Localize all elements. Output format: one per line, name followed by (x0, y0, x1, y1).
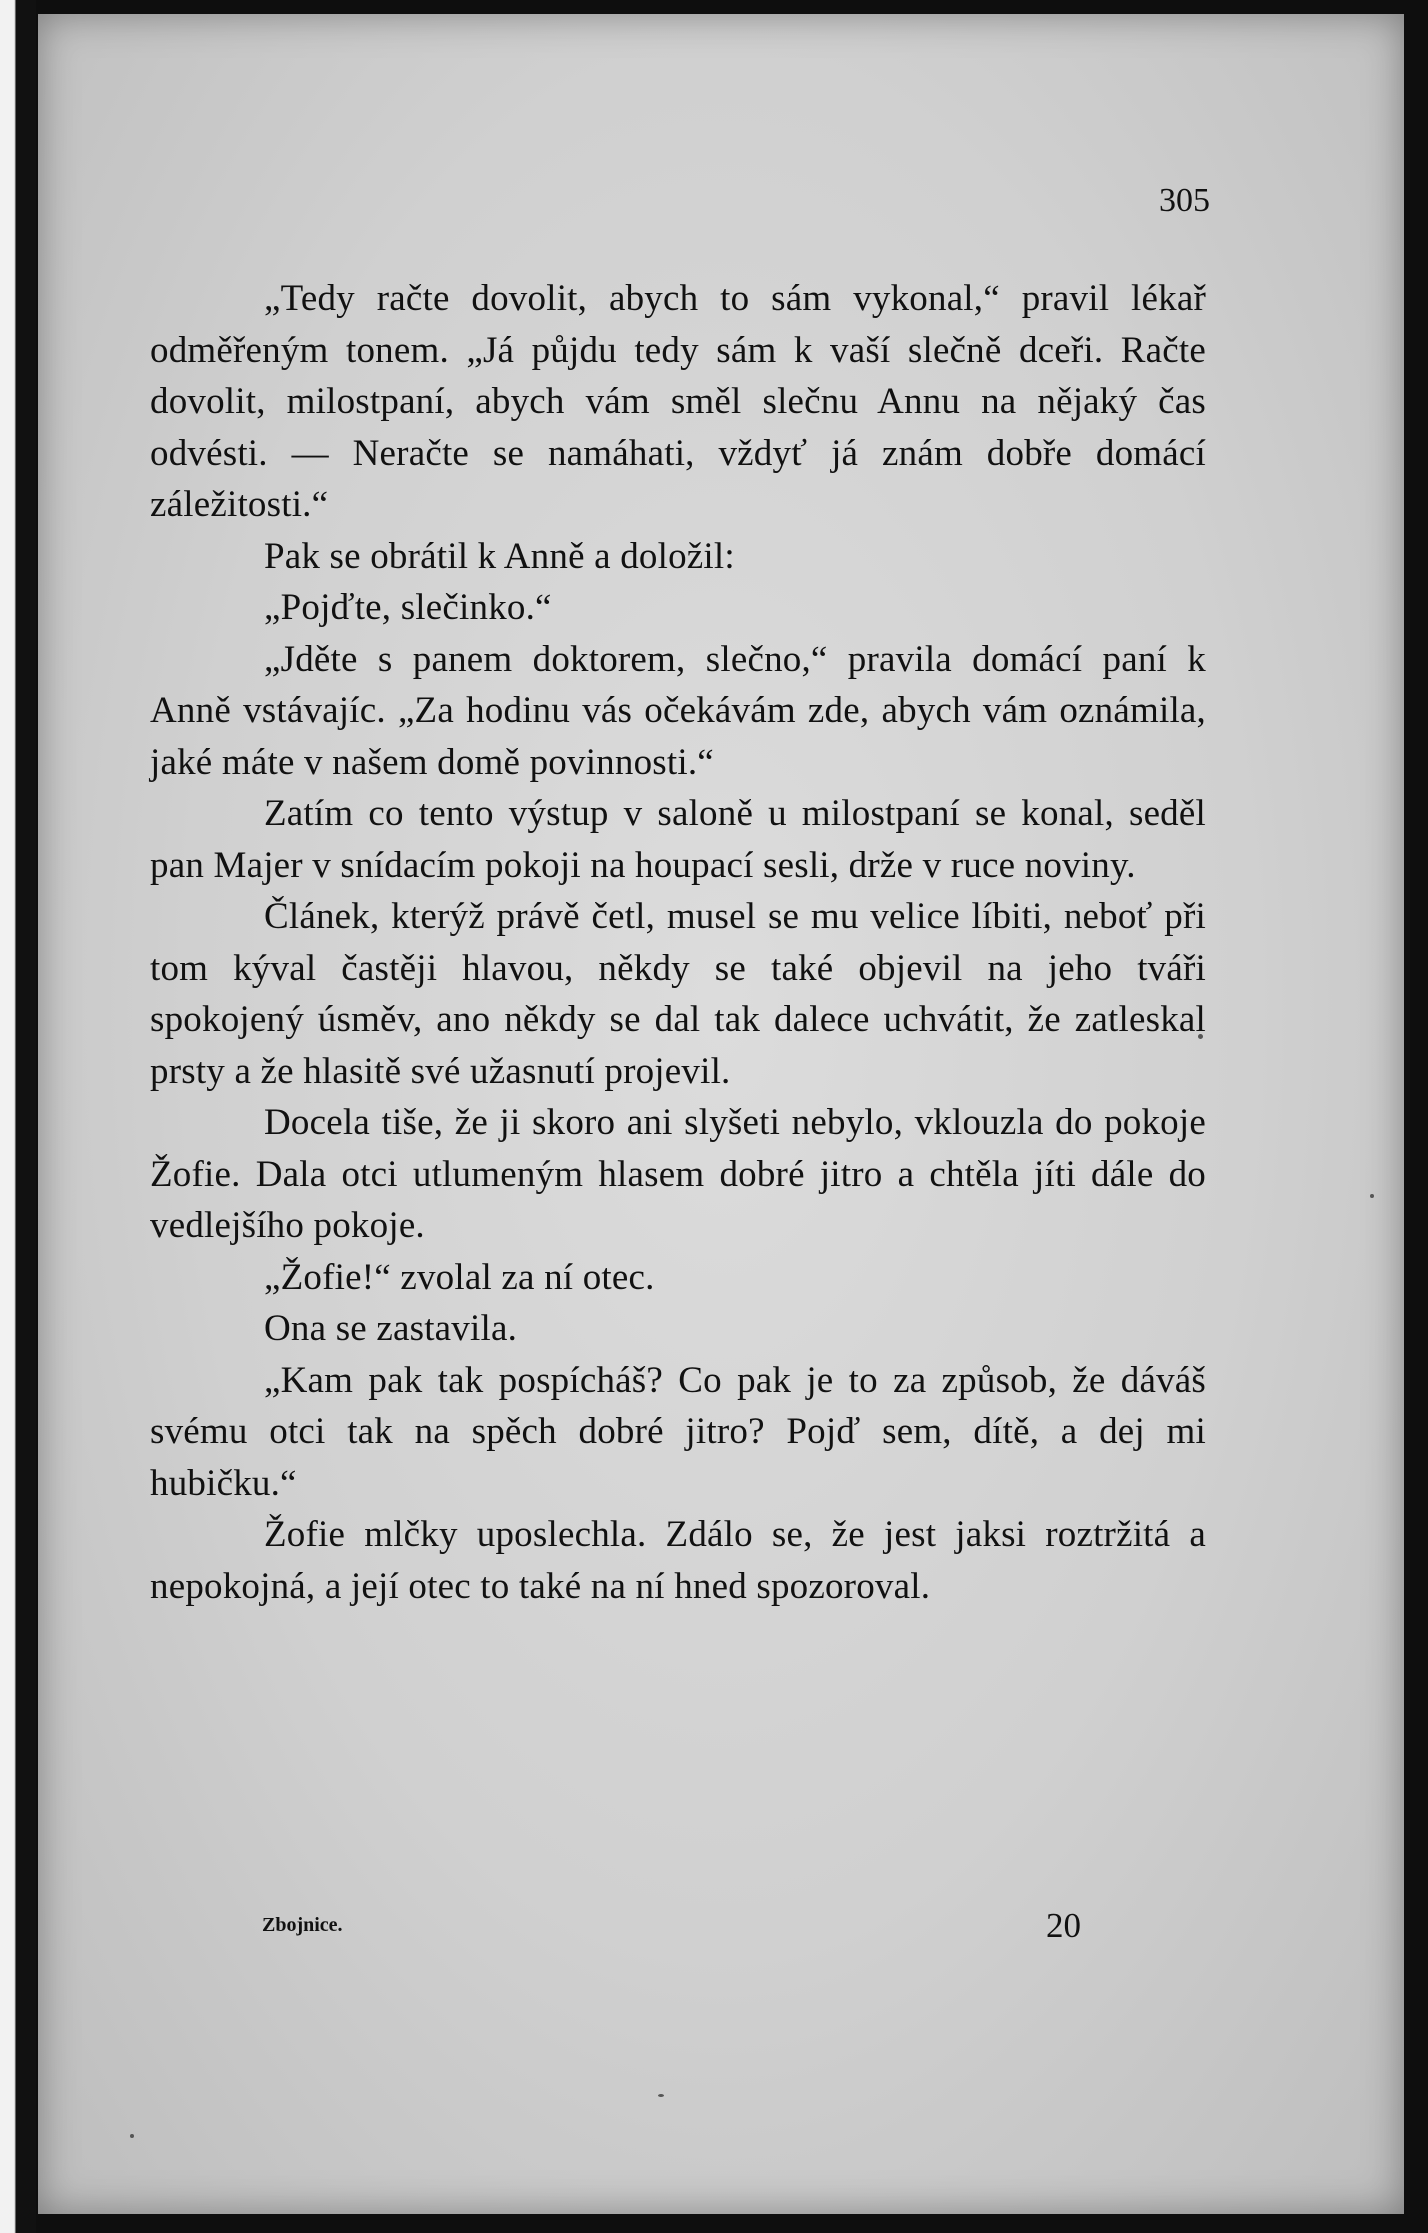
paragraph: „Pojďte, slečinko.“ (264, 587, 552, 628)
page-number: 305 (1159, 182, 1210, 219)
paper-speck (130, 2134, 134, 2138)
sheet-number: 20 (1046, 1906, 1081, 1945)
paragraph: Ona se zastavila. (264, 1308, 518, 1349)
paper-speck (658, 2094, 664, 2097)
paper-speck (1370, 1194, 1374, 1198)
paragraph: Docela tiše, že ji skoro ani slyšeti nebylo, vklouzla do pokoje Žofie. Dala otci utlumeným hlasem dobré jitro a chtěla jíti dále do vedlejšího pokoje. (150, 1102, 1206, 1246)
paragraph: „Žofie!“ zvolal za ní otec. (264, 1256, 655, 1298)
book-binding-edge (0, 0, 36, 2233)
paragraph: „Kam pak tak pospícháš? Co pak je to za způsob, že dáváš svému otci tak na spěch dobré jitro? Pojď sem, dítě, a dej mi hubičku.“ (150, 1359, 1206, 1504)
paragraph: „Jděte s panem doktorem, slečno,“ pravila domácí paní k Anně vstávajíc. „Za hodinu vás očekávám zde, abych vám oznámila, jaké máte v našem domě povinnosti.“ (150, 638, 1206, 783)
footer-signature: Zbojnice. (262, 1914, 343, 1936)
paragraph: Zatím co tento výstup v saloně u milostpaní se konal, seděl pan Majer v snídacím pokoji na houpací sesli, drže v ruce noviny. (150, 793, 1206, 886)
body-text (150, 273, 1206, 1612)
paragraph: Žofie mlčky uposlechla. Zdálo se, že jest jaksi roztržitá a nepokojná, a její otec to také na ní hned spozoroval. (150, 1514, 1206, 1607)
paragraph: Pak se obrátil k Anně a doložil: (264, 535, 735, 577)
paragraph: „Tedy račte dovolit, abych to sám vykonal,“ pravil lékař odměřeným tonem. „Já půjdu tedy sám k vaší slečně dceři. Račte dovolit, milostpaní, abych vám směl slečnu Annu na nějaký čas odvésti. — Neračte se namáhati, vždyť já znám dobře domácí záležitosti.“ (150, 278, 1206, 525)
paragraph: Článek, kterýž právě četl, musel se mu velice líbiti, neboť při tom kýval častěji hlavou, někdy se také objevil na jeho tváři spokojený úsměv, ano někdy se dal tak dalece uchvátit, že zatleskal prsty a že hlasitě své užasnutí projevil. (150, 896, 1206, 1092)
